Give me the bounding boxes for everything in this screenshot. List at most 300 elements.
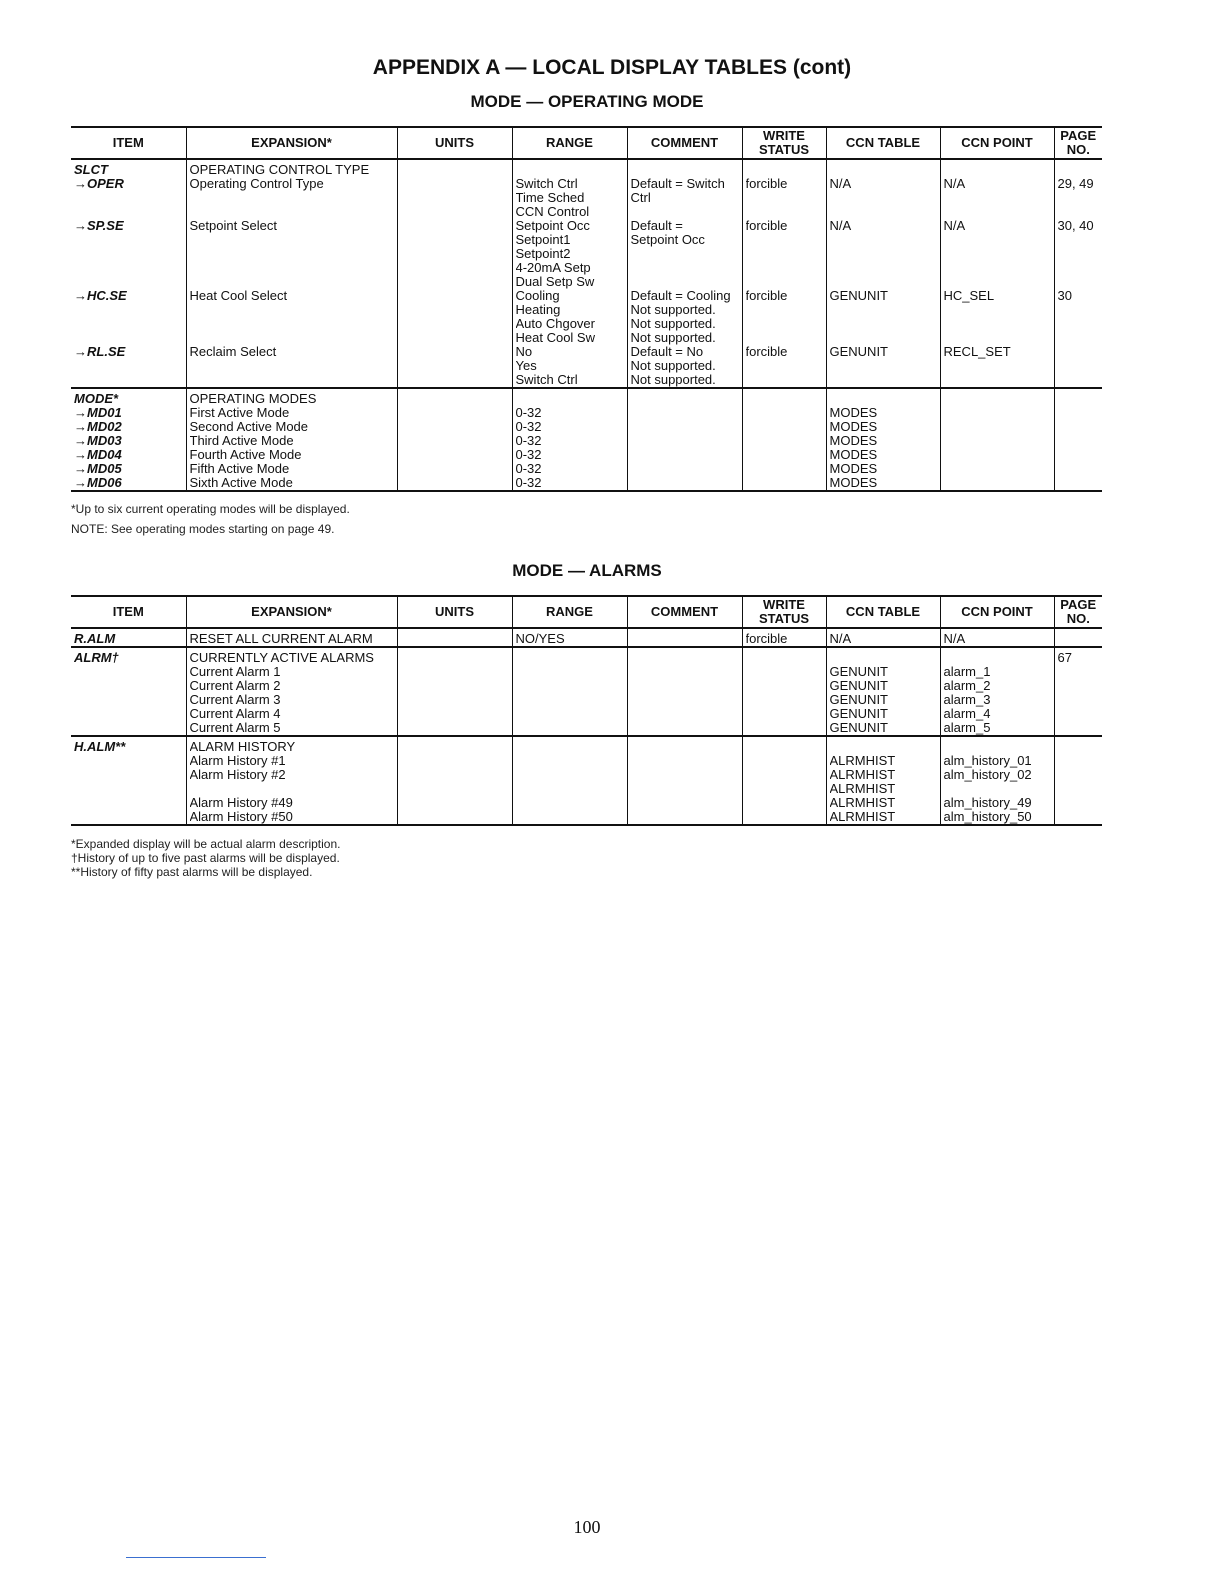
write-status-line: [746, 420, 823, 434]
comment-line: [631, 434, 739, 448]
expansion-line: Sixth Active Mode: [189, 476, 293, 490]
units-line: [401, 665, 509, 679]
header-status-line: STATUS: [758, 611, 810, 626]
ccn-point-line: [944, 420, 1051, 434]
write-status-line: [746, 406, 823, 420]
operating-mode-table: [71, 126, 1102, 492]
range-line: 0-32: [515, 476, 542, 490]
comment-line: Not supported.: [630, 317, 716, 331]
page-no-line: [1058, 679, 1100, 693]
header-page-line: PAGE: [1060, 128, 1097, 143]
cell-units: [397, 628, 512, 647]
cell-page-no: [1054, 159, 1102, 388]
units-line: [401, 373, 509, 387]
ccn-point-line: [944, 782, 1051, 796]
cell-units: [397, 647, 512, 736]
comment-line: [631, 420, 739, 434]
page-no-line: [1058, 740, 1100, 754]
cell-page-no: [1054, 388, 1102, 491]
ccn-table-line: ALRMHIST: [829, 796, 896, 810]
units-line: [401, 303, 509, 317]
cell-item: [71, 628, 186, 647]
write-status-line: [746, 303, 823, 317]
cell-expansion: [186, 736, 397, 825]
units-line: [401, 476, 509, 490]
header-status-line: STATUS: [758, 142, 810, 157]
expansion-line: [190, 303, 394, 317]
item-line: ALRM†: [74, 651, 119, 665]
units-line: [401, 632, 509, 646]
write-status-line: [746, 373, 823, 387]
comment-line: Ctrl: [630, 191, 651, 205]
expansion-line: Fifth Active Mode: [189, 462, 290, 476]
page-no-line: [1058, 796, 1100, 810]
ccn-table-line: GENUNIT: [829, 679, 888, 693]
range-line: 0-32: [515, 434, 542, 448]
page-no-line: [1058, 462, 1100, 476]
page-no-line: [1058, 247, 1100, 261]
comment-line: [631, 679, 739, 693]
cell-ccn-point: [940, 388, 1054, 491]
units-line: [401, 651, 509, 665]
ccn-table-line: [830, 247, 937, 261]
units-line: [401, 420, 509, 434]
ccn-table-line: [830, 303, 937, 317]
cell-range: [512, 159, 627, 388]
expansion-line: Fourth Active Mode: [189, 448, 302, 462]
range-line: 4-20mA Setp: [515, 261, 591, 275]
item-line: [74, 233, 183, 247]
page-no-line: [1058, 303, 1100, 317]
expansion-line: OPERATING MODES: [189, 392, 317, 406]
expansion-line: Alarm History #1: [189, 754, 286, 768]
cell-range: [512, 736, 627, 825]
expansion-line: Setpoint Select: [189, 219, 277, 233]
header-write-status: [742, 596, 826, 628]
ccn-table-line: [830, 275, 937, 289]
ccn-table-line: N/A: [829, 219, 852, 233]
page-no-line: [1058, 345, 1100, 359]
header-page-no: [1054, 596, 1102, 628]
comment-line: [631, 651, 739, 665]
write-status-line: [746, 317, 823, 331]
write-status-line: [746, 768, 823, 782]
write-status-line: [746, 163, 823, 177]
table-header-row: [71, 127, 1102, 159]
page-no-line: [1058, 205, 1100, 219]
cell-range: [512, 647, 627, 736]
ccn-table-line: [830, 651, 937, 665]
comment-line: [631, 261, 739, 275]
page-no-line: [1058, 448, 1100, 462]
comment-line: [631, 448, 739, 462]
item-line: [74, 317, 183, 331]
units-line: [401, 247, 509, 261]
ccn-table-line: MODES: [829, 434, 878, 448]
page-no-line: [1058, 782, 1100, 796]
footnote-line: **History of fifty past alarms will be displayed.: [71, 865, 313, 879]
units-line: [401, 448, 509, 462]
units-line: [401, 796, 509, 810]
units-line: [401, 707, 509, 721]
header-ccn-point: CCN POINT: [940, 596, 1054, 628]
ccn-point-line: [944, 247, 1051, 261]
header-expansion: EXPANSION*: [186, 127, 397, 159]
ccn-point-line: [944, 331, 1051, 345]
header-ccn-table: CCN TABLE: [826, 127, 940, 159]
comment-line: Setpoint Occ: [630, 233, 705, 247]
ccn-point-line: alm_history_49: [943, 796, 1032, 810]
cell-ccn-table: [826, 647, 940, 736]
write-status-line: [746, 448, 823, 462]
cell-ccn-point: [940, 159, 1054, 388]
cell-units: [397, 736, 512, 825]
page-no-line: [1058, 693, 1100, 707]
range-line: Setpoint Occ: [515, 219, 590, 233]
ccn-point-line: [944, 303, 1051, 317]
comment-line: [631, 721, 739, 735]
item-line: [74, 205, 183, 219]
write-status-line: [746, 796, 823, 810]
ccn-point-line: [944, 392, 1051, 406]
ccn-point-line: N/A: [943, 219, 966, 233]
write-status-line: forcible: [745, 289, 788, 303]
write-status-line: [746, 810, 823, 824]
units-line: [401, 392, 509, 406]
expansion-line: OPERATING CONTROL TYPE: [189, 163, 370, 177]
ccn-table-line: MODES: [829, 406, 878, 420]
comment-line: [631, 632, 739, 646]
cell-ccn-point: [940, 736, 1054, 825]
item-line: →MD03: [74, 434, 122, 448]
item-line: →MD05: [74, 462, 122, 476]
ccn-table-line: [830, 163, 937, 177]
ccn-point-line: [944, 434, 1051, 448]
cell-ccn-point: [940, 647, 1054, 736]
ccn-point-line: [944, 406, 1051, 420]
page-no-line: [1058, 261, 1100, 275]
write-status-line: [746, 275, 823, 289]
write-status-line: [746, 693, 823, 707]
comment-line: [631, 392, 739, 406]
range-line: [516, 768, 624, 782]
item-line: [74, 693, 183, 707]
table-row: [71, 388, 1102, 491]
expansion-line: Current Alarm 2: [189, 679, 281, 693]
cell-write-status: [742, 736, 826, 825]
units-line: [401, 191, 509, 205]
write-status-line: [746, 261, 823, 275]
item-line: MODE*: [74, 392, 119, 406]
ccn-point-line: alm_history_50: [943, 810, 1032, 824]
note-line: NOTE: See operating modes starting on page 49.: [71, 522, 335, 536]
ccn-point-line: [944, 740, 1051, 754]
operating-mode-footnote: [71, 502, 350, 536]
ccn-table-line: MODES: [829, 420, 878, 434]
page-no-line: 30, 40: [1057, 219, 1094, 233]
cell-write-status: [742, 159, 826, 388]
comment-line: [631, 205, 739, 219]
comment-line: [631, 247, 739, 261]
range-line: [516, 721, 624, 735]
range-line: 0-32: [515, 462, 542, 476]
page-no-line: [1058, 317, 1100, 331]
range-line: Heat Cool Sw: [515, 331, 595, 345]
ccn-point-line: N/A: [943, 632, 966, 646]
table-row: [71, 159, 1102, 388]
page-no-line: [1058, 359, 1100, 373]
page-no-line: [1058, 275, 1100, 289]
comment-line: [631, 275, 739, 289]
ccn-point-line: [944, 191, 1051, 205]
footnote-line: *Up to six current operating modes will be displayed.: [71, 502, 350, 516]
cell-expansion: [186, 628, 397, 647]
ccn-table-line: [830, 233, 937, 247]
comment-line: [631, 476, 739, 490]
range-line: [516, 651, 624, 665]
ccn-point-line: [944, 317, 1051, 331]
page-no-line: [1058, 420, 1100, 434]
page-no-line: [1058, 721, 1100, 735]
expansion-line: [190, 261, 394, 275]
expansion-line: [190, 247, 394, 261]
range-line: Setpoint1: [515, 233, 571, 247]
write-status-line: [746, 462, 823, 476]
cell-comment: [627, 628, 742, 647]
page-no-line: [1058, 665, 1100, 679]
page-no-line: [1058, 434, 1100, 448]
range-line: Time Sched: [515, 191, 585, 205]
alarms-footnote: [71, 837, 340, 879]
units-line: [401, 359, 509, 373]
cell-range: [512, 628, 627, 647]
range-line: Cooling: [515, 289, 560, 303]
range-line: [516, 392, 624, 406]
page-no-line: 29, 49: [1057, 177, 1094, 191]
item-line: [74, 796, 183, 810]
comment-line: [631, 707, 739, 721]
comment-line: [631, 163, 739, 177]
ccn-table-line: GENUNIT: [829, 289, 888, 303]
write-status-line: [746, 247, 823, 261]
header-range: RANGE: [512, 596, 627, 628]
page-no-line: [1058, 406, 1100, 420]
item-line: [74, 707, 183, 721]
page-no-line: [1058, 476, 1100, 490]
ccn-point-line: [944, 373, 1051, 387]
operating-mode-title: MODE — OPERATING MODE: [470, 92, 704, 111]
write-status-line: [746, 782, 823, 796]
ccn-table-line: [830, 373, 937, 387]
range-line: Switch Ctrl: [515, 373, 578, 387]
header-comment: COMMENT: [627, 596, 742, 628]
range-line: [516, 163, 624, 177]
header-ccn-point: CCN POINT: [940, 127, 1054, 159]
ccn-table-line: GENUNIT: [829, 345, 888, 359]
cell-write-status: [742, 388, 826, 491]
expansion-line: RESET ALL CURRENT ALARM: [189, 632, 373, 646]
item-line: SLCT: [74, 163, 108, 177]
ccn-point-line: [944, 651, 1051, 665]
page-number: 100: [573, 1517, 601, 1537]
comment-line: [631, 796, 739, 810]
units-line: [401, 317, 509, 331]
cell-ccn-point: [940, 628, 1054, 647]
ccn-table-line: ALRMHIST: [829, 768, 896, 782]
ccn-point-line: [944, 205, 1051, 219]
header-write-line: WRITE: [763, 597, 805, 612]
units-line: [401, 261, 509, 275]
expansion-line: Current Alarm 5: [189, 721, 281, 735]
ccn-point-line: [944, 448, 1051, 462]
write-status-line: [746, 331, 823, 345]
page-no-line: [1058, 191, 1100, 205]
ccn-table-line: MODES: [829, 448, 878, 462]
cell-units: [397, 388, 512, 491]
comment-line: Default = No: [630, 345, 704, 359]
ccn-table-line: GENUNIT: [829, 665, 888, 679]
ccn-table-line: N/A: [829, 632, 852, 646]
ccn-point-line: [944, 233, 1051, 247]
expansion-line: [190, 233, 394, 247]
item-line: →MD06: [74, 476, 122, 490]
item-line: [74, 303, 183, 317]
header-no-line: NO.: [1066, 611, 1090, 626]
expansion-line: Alarm History #2: [189, 768, 286, 782]
page-no-line: [1058, 754, 1100, 768]
ccn-table-line: [830, 359, 937, 373]
comment-line: [631, 693, 739, 707]
ccn-point-line: [944, 163, 1051, 177]
units-line: [401, 205, 509, 219]
range-line: Heating: [515, 303, 561, 317]
ccn-point-line: alarm_4: [943, 707, 991, 721]
expansion-line: Current Alarm 1: [189, 665, 281, 679]
page-no-line: [1058, 392, 1100, 406]
ccn-table-line: [830, 261, 937, 275]
ccn-table-line: GENUNIT: [829, 707, 888, 721]
range-line: Setpoint2: [515, 247, 571, 261]
header-range: RANGE: [512, 127, 627, 159]
page-no-line: [1058, 707, 1100, 721]
write-status-line: [746, 434, 823, 448]
write-status-line: forcible: [745, 219, 788, 233]
item-line: H.ALM**: [74, 740, 126, 754]
expansion-line: [190, 191, 394, 205]
comment-line: Not supported.: [630, 331, 716, 345]
expansion-line: Heat Cool Select: [189, 289, 288, 303]
units-line: [401, 782, 509, 796]
ccn-table-line: MODES: [829, 476, 878, 490]
cell-page-no: [1054, 647, 1102, 736]
ccn-point-line: [944, 275, 1051, 289]
units-line: [401, 219, 509, 233]
ccn-table-line: MODES: [829, 462, 878, 476]
comment-line: Default = Switch: [630, 177, 725, 191]
range-line: 0-32: [515, 448, 542, 462]
write-status-line: [746, 392, 823, 406]
expansion-line: First Active Mode: [189, 406, 290, 420]
item-line: [74, 275, 183, 289]
expansion-line: [190, 275, 394, 289]
expansion-line: [190, 331, 394, 345]
range-line: NO/YES: [515, 632, 565, 646]
header-comment: COMMENT: [627, 127, 742, 159]
ccn-table-line: N/A: [829, 177, 852, 191]
units-line: [401, 177, 509, 191]
page-no-line: [1058, 632, 1100, 646]
units-line: [401, 233, 509, 247]
units-line: [401, 406, 509, 420]
expansion-line: CURRENTLY ACTIVE ALARMS: [189, 651, 374, 665]
units-line: [401, 679, 509, 693]
range-line: Dual Setp Sw: [515, 275, 595, 289]
ccn-point-line: RECL_SET: [943, 345, 1011, 359]
comment-line: [631, 754, 739, 768]
item-line: →RL.SE: [74, 345, 126, 359]
page-no-line: [1058, 331, 1100, 345]
write-status-line: forcible: [745, 345, 788, 359]
cell-item: [71, 159, 186, 388]
cell-ccn-table: [826, 159, 940, 388]
comment-line: [631, 462, 739, 476]
item-line: →MD04: [74, 448, 122, 462]
ccn-table-line: GENUNIT: [829, 693, 888, 707]
expansion-line: Alarm History #50: [189, 810, 293, 824]
cell-ccn-table: [826, 628, 940, 647]
item-line: →MD02: [74, 420, 122, 434]
range-line: [516, 782, 624, 796]
ccn-point-line: [944, 462, 1051, 476]
range-line: No: [515, 345, 533, 359]
expansion-line: Third Active Mode: [189, 434, 294, 448]
range-line: Auto Chgover: [515, 317, 595, 331]
units-line: [401, 721, 509, 735]
comment-line: [631, 782, 739, 796]
write-status-line: forcible: [745, 177, 788, 191]
write-status-line: [746, 721, 823, 735]
ccn-table-line: ALRMHIST: [829, 754, 896, 768]
cell-page-no: [1054, 736, 1102, 825]
cell-comment: [627, 159, 742, 388]
comment-line: Default =: [630, 219, 683, 233]
ccn-point-line: alarm_2: [943, 679, 991, 693]
range-line: [516, 665, 624, 679]
units-line: [401, 163, 509, 177]
cell-ccn-table: [826, 736, 940, 825]
range-line: [516, 796, 624, 810]
ccn-table-line: [830, 331, 937, 345]
cell-item: [71, 736, 186, 825]
item-line: [74, 782, 183, 796]
write-status-line: [746, 359, 823, 373]
range-line: [516, 740, 624, 754]
footnote-line: †History of up to five past alarms will be displayed.: [71, 851, 340, 865]
item-line: →SP.SE: [74, 219, 124, 233]
write-status-line: [746, 740, 823, 754]
header-no-line: NO.: [1066, 142, 1090, 157]
ccn-table-line: [830, 317, 937, 331]
units-line: [401, 754, 509, 768]
range-line: [516, 679, 624, 693]
ccn-point-line: [944, 476, 1051, 490]
header-page-no: [1054, 127, 1102, 159]
item-line: [74, 810, 183, 824]
item-line: [74, 191, 183, 205]
range-line: CCN Control: [515, 205, 590, 219]
cell-item: [71, 388, 186, 491]
units-line: [401, 462, 509, 476]
